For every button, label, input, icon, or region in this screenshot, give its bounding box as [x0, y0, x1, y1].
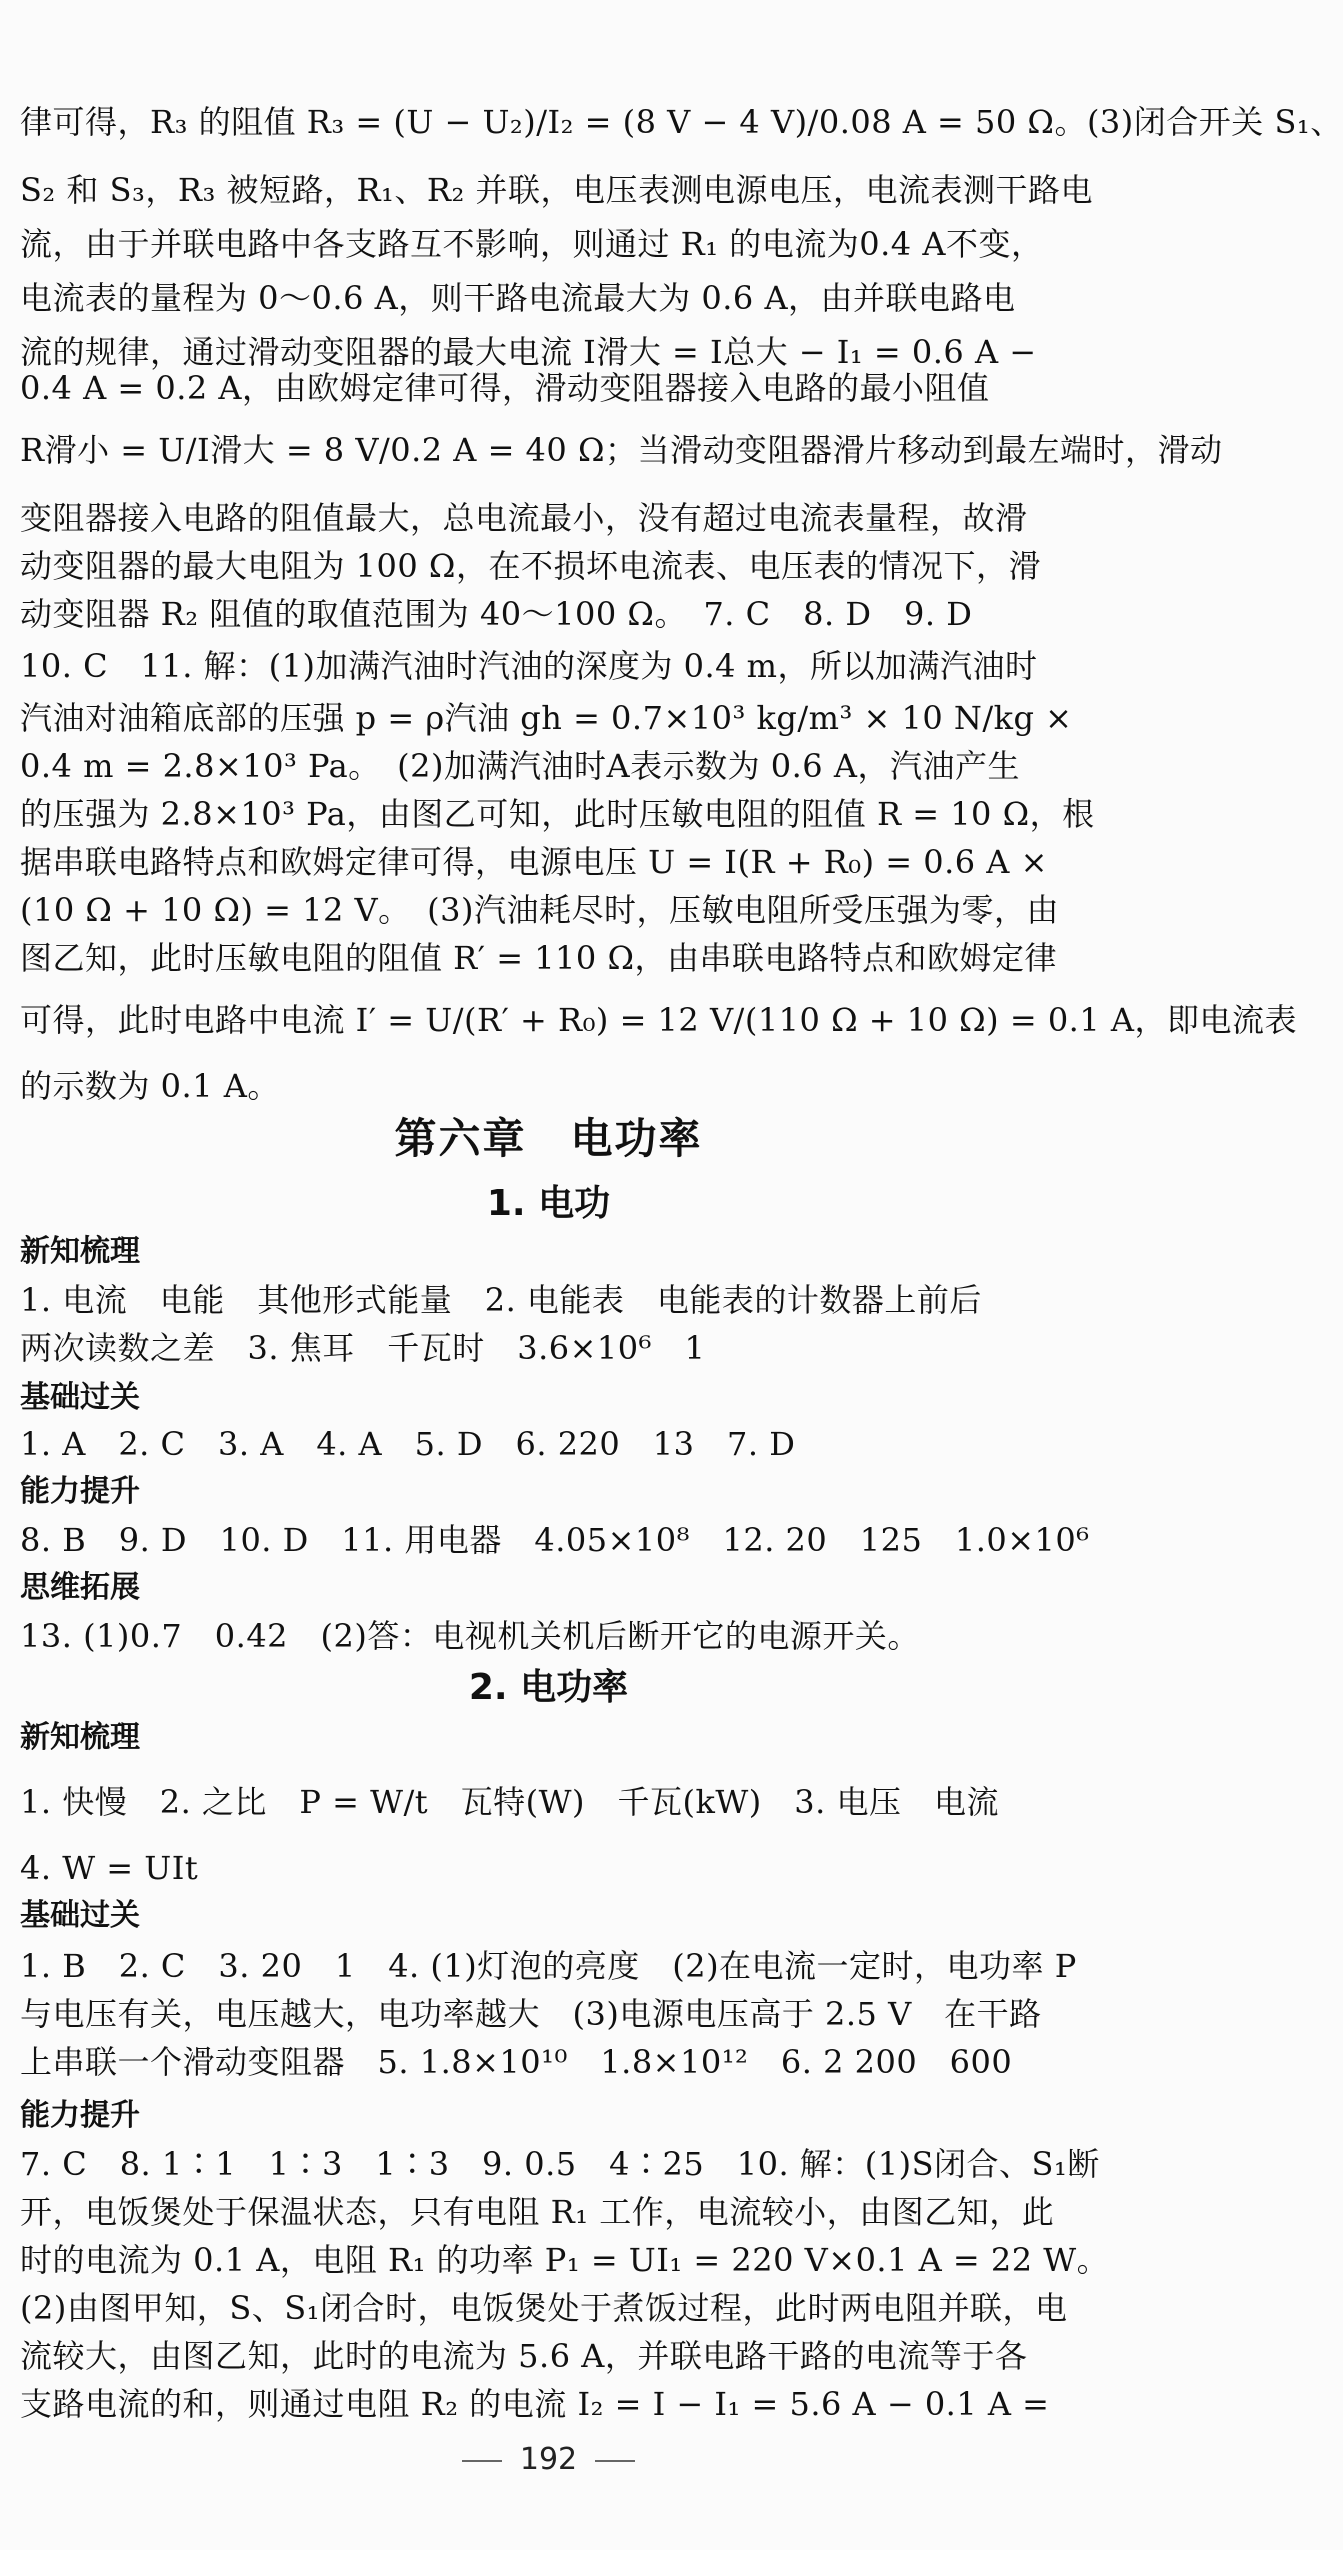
- text-line: 7. C 8. 1∶1 1∶3 1∶3 9. 0.5 4∶25 10. 解：(1)S闭合、S₁断: [20, 2145, 1100, 2183]
- chapter-title: 第六章 电功率: [394, 1114, 703, 1163]
- text-line: 0.4 m = 2.8×10³ Pa。 (2)加满汽油时A表示数为 0.6 A，汽油产生: [20, 747, 1020, 785]
- text-line: 开，电饭煲处于保温状态，只有电阻 R₁ 工作，电流较小，由图乙知，此: [20, 2193, 1055, 2231]
- text-line: R滑小 = U/I滑大 = 8 V/0.2 A = 40 Ω；当滑动变阻器滑片移动到最左端时，滑动: [20, 431, 1223, 469]
- text-line: S₂ 和 S₃，R₃ 被短路，R₁、R₂ 并联，电压表测电源电压，电流表测干路电: [20, 171, 1093, 209]
- section-heading: 能力提升: [20, 2098, 140, 2133]
- page-number: [0, 2440, 1097, 2480]
- text-line: 两次读数之差 3. 焦耳 千瓦时 3.6×10⁶ 1: [20, 1329, 706, 1367]
- text-line: (2)由图甲知，S、S₁闭合时，电饭煲处于煮饭过程，此时两电阻并联，电: [20, 2289, 1068, 2327]
- page-number-text: 192: [519, 2442, 578, 2477]
- section-heading: 思维拓展: [20, 1570, 140, 1605]
- text-line: 流的规律，通过滑动变阻器的最大电流 I滑大 = I总大 − I₁ = 0.6 A −: [20, 333, 1037, 371]
- section-heading: 能力提升: [20, 1474, 140, 1509]
- text-line: 上串联一个滑动变阻器 5. 1.8×10¹⁰ 1.8×10¹² 6. 2 200 600: [20, 2043, 1013, 2081]
- text-line: 流，由于并联电路中各支路互不影响，则通过 R₁ 的电流为0.4 A不变，: [20, 225, 1044, 263]
- text-line: 4. W = UIt: [20, 1849, 199, 1887]
- text-line: 支路电流的和，则通过电阻 R₂ 的电流 I₂ = I − I₁ = 5.6 A − 0.1 A =: [20, 2385, 1050, 2423]
- section-heading: 基础过关: [20, 1380, 140, 1415]
- text-line: 0.4 A = 0.2 A，由欧姆定律可得，滑动变阻器接入电路的最小阻值: [20, 369, 990, 407]
- text-line: 的示数为 0.1 A。: [20, 1067, 280, 1105]
- text-line: 1. 快慢 2. 之比 P = W/t 瓦特(W) 千瓦(kW) 3. 电压 电流: [20, 1783, 999, 1821]
- text-line: 时的电流为 0.1 A，电阻 R₁ 的功率 P₁ = UI₁ = 220 V×0.1 A = 22 W。: [20, 2241, 1110, 2279]
- text-line: 汽油对油箱底部的压强 p = ρ汽油 gh = 0.7×10³ kg/m³ × 10 N/kg ×: [20, 699, 1073, 737]
- text-line: 可得，此时电路中电流 I′ = U/(R′ + R₀) = 12 V/(110 Ω + 10 Ω) = 0.1 A，即电流表: [20, 1001, 1297, 1039]
- section-heading: 基础过关: [20, 1898, 140, 1933]
- text-line: 10. C 11. 解：(1)加满汽油时汽油的深度为 0.4 m，所以加满汽油时: [20, 647, 1038, 685]
- section-title: 1. 电功: [486, 1183, 611, 1224]
- section-heading: 新知梳理: [20, 1720, 140, 1755]
- text-line: 的压强为 2.8×10³ Pa，由图乙可知，此时压敏电阻的阻值 R = 10 Ω，根: [20, 795, 1095, 833]
- page-number-dash: [595, 2460, 635, 2462]
- text-line: 与电压有关，电压越大，电功率越大 (3)电源电压高于 2.5 V 在干路: [20, 1995, 1042, 2033]
- text-line: 律可得，R₃ 的阻值 R₃ = (U − U₂)/I₂ = (8 V − 4 V)/0.08 A = 50 Ω。(3)闭合开关 S₁、: [20, 103, 1343, 141]
- text-line: 图乙知，此时压敏电阻的阻值 R′ = 110 Ω，由串联电路特点和欧姆定律: [20, 939, 1057, 977]
- text-line: 1. B 2. C 3. 20 1 4. (1)灯泡的亮度 (2)在电流一定时，电功率 P: [20, 1947, 1077, 1985]
- text-line: 8. B 9. D 10. D 11. 用电器 4.05×10⁸ 12. 20 125 1.0×10⁶: [20, 1521, 1090, 1559]
- text-line: 1. A 2. C 3. A 4. A 5. D 6. 220 13 7. D: [20, 1425, 796, 1463]
- text-line: 电流表的量程为 0～0.6 A，则干路电流最大为 0.6 A，由并联电路电: [20, 279, 1016, 317]
- text-line: 流较大，由图乙知，此时的电流为 5.6 A，并联电路干路的电流等于各: [20, 2337, 1028, 2375]
- text-line: 变阻器接入电路的阻值最大，总电流最小，没有超过电流表量程，故滑: [20, 499, 1028, 537]
- text-line: 动变阻器的最大电阻为 100 Ω，在不损坏电流表、电压表的情况下，滑: [20, 547, 1041, 585]
- text-line: 动变阻器 R₂ 阻值的取值范围为 40～100 Ω。 7. C 8. D 9. D: [20, 595, 973, 633]
- text-line: 据串联电路特点和欧姆定律可得，电源电压 U = I(R + R₀) = 0.6 A ×: [20, 843, 1048, 881]
- page-number-dash: [462, 2460, 502, 2462]
- text-line: 1. 电流 电能 其他形式能量 2. 电能表 电能表的计数器上前后: [20, 1281, 982, 1319]
- text-line: 13. (1)0.7 0.42 (2)答：电视机关机后断开它的电源开关。: [20, 1617, 920, 1655]
- section-heading: 新知梳理: [20, 1234, 140, 1269]
- section-title: 2. 电功率: [468, 1667, 629, 1708]
- text-line: (10 Ω + 10 Ω) = 12 V。 (3)汽油耗尽时，压敏电阻所受压强为零，由: [20, 891, 1059, 929]
